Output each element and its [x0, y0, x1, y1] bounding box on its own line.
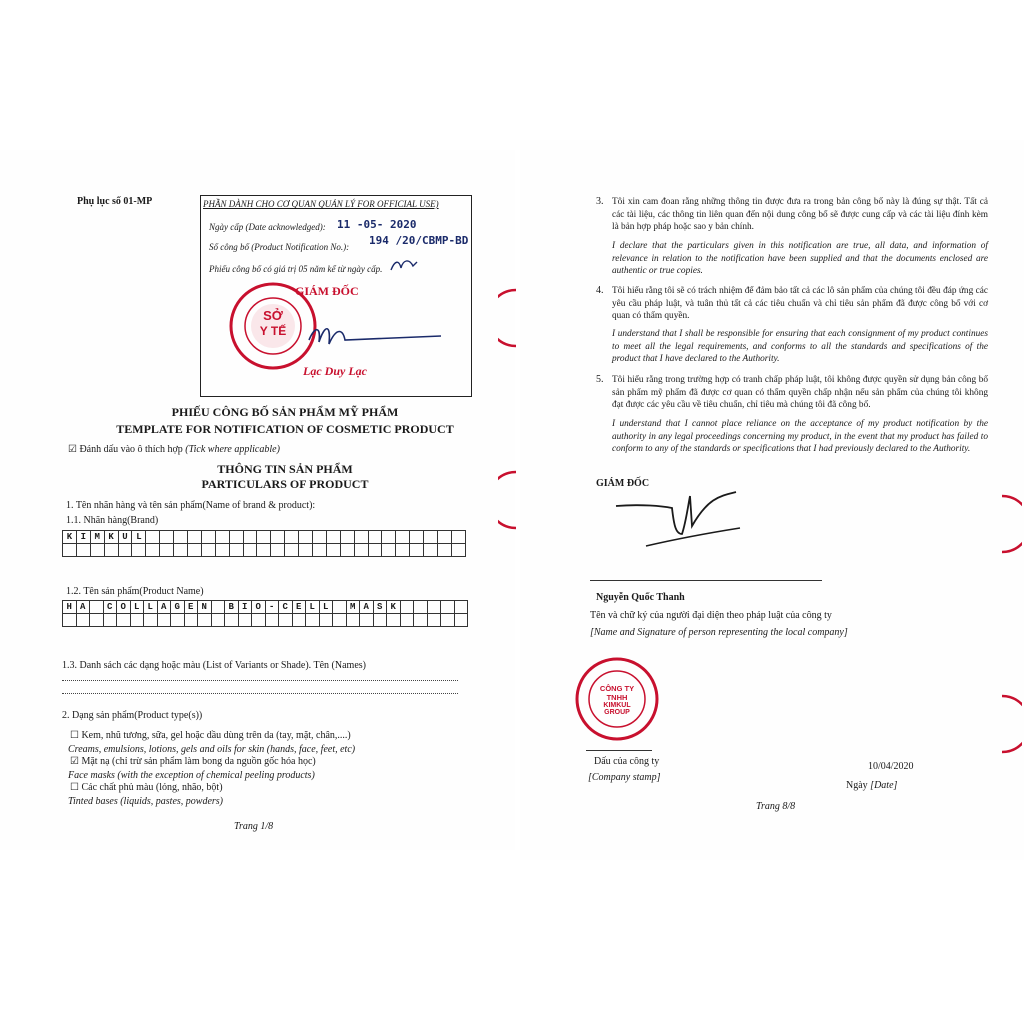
edge-stamp-fragment [1000, 494, 1022, 554]
grid-cell: I [77, 531, 91, 544]
grid-cell [293, 614, 307, 627]
grid-cell [225, 614, 239, 627]
grid-cell [239, 614, 253, 627]
grid-cell: L [306, 601, 320, 614]
grid-cell: O [117, 601, 131, 614]
grid-cell [90, 614, 104, 627]
grid-cell [63, 614, 77, 627]
grid-cell [174, 531, 188, 544]
item-4-en: I understand that I shall be responsible for ensuring that each consignment of my product continues to meet all the legal requirements, and conforms to all the standards and specifications of the product that I have declared to the Authority. [612, 329, 988, 364]
grid-cell [202, 531, 216, 544]
stamp-text-1: SỞ [263, 308, 283, 323]
grid-cell [230, 531, 244, 544]
grid-cell [77, 544, 91, 557]
notification-no-value: 194 /20/CBMP-BD [369, 234, 469, 247]
grid-cell: I [239, 601, 253, 614]
tick-note-en: (Tick where applicable) [185, 444, 280, 455]
grid-cell [198, 614, 212, 627]
grid-cell [360, 614, 374, 627]
edge-stamp-fragment [1000, 694, 1022, 754]
grid-cell [146, 531, 160, 544]
appendix-label: Phụ lục số 01-MP [77, 196, 153, 207]
grid-cell [327, 531, 341, 544]
grid-cell [216, 531, 230, 544]
grid-cell [244, 531, 258, 544]
grid-cell: M [91, 531, 105, 544]
grid-cell [414, 601, 428, 614]
grid-cell [396, 544, 410, 557]
grid-cell [119, 544, 133, 557]
grid-cell [374, 614, 388, 627]
grid-cell [117, 614, 131, 627]
grid-cell [244, 544, 258, 557]
date-ack-label: Ngày cấp (Date acknowledged): [209, 222, 326, 232]
date-label-en: [Date] [870, 780, 898, 791]
right-page-number: Trang 8/8 [756, 801, 796, 812]
grid-cell [257, 531, 271, 544]
grid-cell: C [104, 601, 118, 614]
notification-no-label: Số công bố (Product Notification No.): [209, 242, 350, 252]
grid-cell [387, 614, 401, 627]
director-name: Lạc Duy Lạc [303, 364, 367, 378]
grid-cell [188, 531, 202, 544]
grid-cell [91, 544, 105, 557]
grid-cell: L [131, 601, 145, 614]
grid-cell [216, 544, 230, 557]
validity-note: Phiếu công bố có giá trị 05 năm kể từ ngày cấp. [209, 264, 383, 274]
grid-cell: E [185, 601, 199, 614]
product-grid [62, 600, 468, 627]
grid-cell [90, 601, 104, 614]
grid-cell: E [293, 601, 307, 614]
grid-cell: A [158, 601, 172, 614]
grid-cell [266, 614, 280, 627]
left-page-number: Trang 1/8 [234, 821, 274, 832]
signer-signature [612, 486, 744, 552]
grid-cell [355, 544, 369, 557]
official-header: PHẦN DÀNH CHO CƠ QUAN QUẢN LÝ FOR OFFICIAL USE) [203, 199, 439, 209]
section-2: 2. Dạng sản phẩm(Product type(s)) [62, 710, 203, 721]
option-masks-vn[interactable]: ☑ Mặt nạ (chỉ trừ sản phẩm làm bong da nguồn gốc hóa học) [70, 756, 316, 767]
item-5-number: 5. [596, 374, 604, 385]
grid-cell [313, 544, 327, 557]
title-en: TEMPLATE FOR NOTIFICATION OF COSMETIC PRODUCT [116, 422, 454, 436]
grid-cell [414, 614, 428, 627]
grid-cell: K [63, 531, 77, 544]
grid-cell: G [171, 601, 185, 614]
company-stamp-label-en: [Company stamp] [588, 772, 661, 783]
grid-cell: N [198, 601, 212, 614]
grid-cell [132, 544, 146, 557]
signing-date-value: 10/04/2020 [868, 761, 914, 772]
grid-cell: O [252, 601, 266, 614]
grid-cell [347, 614, 361, 627]
grid-cell [410, 544, 424, 557]
option-creams-vn[interactable]: ☐ Kem, nhũ tương, sữa, gel hoặc dầu dùng trên da (tay, mặt, chân,....) [70, 730, 351, 741]
grid-cell [257, 544, 271, 557]
company-stamp-text-2: TNHH [606, 693, 628, 702]
grid-cell [424, 531, 438, 544]
section-1-3: 1.3. Danh sách các dạng hoặc màu (List of Variants or Shade). Tên (Names) [62, 660, 366, 671]
signer-name: Nguyễn Quốc Thanh [596, 592, 685, 603]
option-tinted-vn[interactable]: ☐ Các chất phủ màu (lỏng, nhão, bột) [70, 782, 223, 793]
grid-cell [77, 614, 91, 627]
grid-cell: H [63, 601, 77, 614]
grid-cell [299, 531, 313, 544]
section-1-1: 1.1. Nhãn hàng(Brand) [66, 515, 159, 526]
option-creams-en: Creams, emulsions, lotions, gels and oils for skin (hands, face, feet, etc) [68, 744, 356, 755]
grid-cell [455, 614, 469, 627]
grid-cell [104, 614, 118, 627]
grid-cell [271, 531, 285, 544]
grid-cell: K [387, 601, 401, 614]
grid-cell [401, 614, 415, 627]
edge-stamp-fragment [498, 288, 518, 348]
section-1-2: 1.2. Tên sản phẩm(Product Name) [66, 586, 204, 597]
grid-cell [188, 544, 202, 557]
grid-cell [441, 614, 455, 627]
info-title-en: PARTICULARS OF PRODUCT [201, 477, 369, 491]
title-vn: PHIẾU CÔNG BỐ SẢN PHẨM MỸ PHẨM [171, 405, 399, 419]
grid-cell [160, 544, 174, 557]
grid-cell [401, 601, 415, 614]
grid-cell [202, 544, 216, 557]
grid-cell [271, 544, 285, 557]
grid-cell [160, 531, 174, 544]
grid-cell [306, 614, 320, 627]
grid-cell: A [77, 601, 91, 614]
director-title: GIÁM ĐỐC [295, 284, 359, 298]
grid-cell: L [132, 531, 146, 544]
option-tinted-en: Tinted bases (liquids, pastes, powders) [68, 796, 224, 807]
official-use-box [200, 195, 472, 397]
info-title-vn: THÔNG TIN SẢN PHẨM [217, 462, 353, 476]
grid-cell [174, 544, 188, 557]
grid-cell [428, 614, 442, 627]
grid-cell [212, 601, 226, 614]
grid-cell [410, 531, 424, 544]
grid-cell: L [320, 601, 334, 614]
grid-cell: C [279, 601, 293, 614]
dotted-line-1 [62, 680, 458, 681]
grid-cell: M [347, 601, 361, 614]
grid-cell [185, 614, 199, 627]
grid-cell: - [266, 601, 280, 614]
item-5-vn: Tôi hiểu rằng trong trường hợp có tranh chấp pháp luật, tôi không được quyền sử dụng bản công bố sản phẩm mỹ phẩm đã được cơ quan có thẩm quyền chấp nhận nếu sản phẩm của chúng tôi không đạt được các yêu cầu về tiêu chuẩn, chỉ tiêu mà chúng tôi đã công bố. [612, 375, 988, 410]
grid-cell [438, 531, 452, 544]
grid-cell [333, 601, 347, 614]
grid-cell [146, 544, 160, 557]
brand-grid [62, 530, 466, 557]
grid-cell: A [360, 601, 374, 614]
item-3-en: I declare that the particulars given in this notification are true, all data, and information of relevance in relation to the notification have been supplied and that the documents enclosed are authentic or true copies. [612, 241, 988, 276]
grid-cell [424, 544, 438, 557]
company-stamp-label-vn: Dấu của công ty [594, 756, 660, 767]
grid-cell [455, 601, 469, 614]
grid-cell [396, 531, 410, 544]
grid-cell [441, 601, 455, 614]
grid-cell [63, 544, 77, 557]
grid-cell: U [119, 531, 133, 544]
grid-cell [382, 531, 396, 544]
right-director-title: GIÁM ĐỐC [596, 478, 650, 489]
grid-cell [252, 614, 266, 627]
grid-cell [341, 544, 355, 557]
grid-cell [327, 544, 341, 557]
date-label-vn: Ngày [846, 780, 868, 791]
item-5-en: I understand that I cannot place reliance on the acceptance of my product notification by the authority in any legal proceedings concerning my product, in the event that my product has failed to conform to any of the standards or specifications that I had previously declared to the Authority. [612, 419, 988, 454]
director-signature [305, 320, 445, 352]
grid-cell [333, 614, 347, 627]
signature-line [590, 580, 822, 581]
grid-cell [438, 544, 452, 557]
grid-cell [285, 544, 299, 557]
grid-cell: B [225, 601, 239, 614]
grid-cell [212, 614, 226, 627]
grid-cell [299, 544, 313, 557]
grid-cell [341, 531, 355, 544]
stamp-line [586, 750, 652, 751]
initial-signature [389, 256, 419, 274]
grid-cell [158, 614, 172, 627]
edge-stamp-fragment [498, 470, 518, 530]
grid-cell [285, 531, 299, 544]
grid-cell [144, 614, 158, 627]
tick-note [68, 444, 280, 455]
grid-cell [452, 544, 466, 557]
signer-role-en: [Name and Signature of person representing the local company] [590, 627, 848, 638]
stamp-text-2: Y TẾ [259, 324, 287, 338]
grid-cell: S [374, 601, 388, 614]
grid-cell [320, 614, 334, 627]
grid-cell [131, 614, 145, 627]
item-4-vn: Tôi hiểu rằng tôi sẽ có trách nhiệm để đảm bảo tất cả các lô sản phẩm của chúng tôi đều đáp ứng các yêu cầu pháp luật, và tuân thủ tất cả các tiêu chuẩn và chỉ tiêu sản phẩm đã được công bố với cơ quan có thẩm quyền. [612, 286, 988, 321]
grid-cell [369, 531, 383, 544]
grid-cell [279, 614, 293, 627]
option-masks-en: Face masks (with the exception of chemical peeling products) [68, 770, 315, 781]
grid-cell [171, 614, 185, 627]
company-stamp-text-3: KIMKUL GROUP [603, 702, 631, 716]
company-stamp-text-1: CÔNG TY [599, 684, 635, 693]
grid-cell [105, 544, 119, 557]
signer-role-vn: Tên và chữ ký của người đại diện theo pháp luật của công ty [590, 610, 832, 621]
signing-date-label [846, 780, 897, 791]
date-ack-value: 11 -05- 2020 [337, 218, 417, 231]
grid-cell [230, 544, 244, 557]
item-4-number: 4. [596, 285, 604, 296]
grid-cell [355, 531, 369, 544]
tick-note-vn: ☑ Đánh dấu vào ô thích hợp [68, 444, 183, 455]
grid-cell: K [105, 531, 119, 544]
grid-cell: L [144, 601, 158, 614]
grid-cell [428, 601, 442, 614]
grid-cell [369, 544, 383, 557]
item-3-number: 3. [596, 196, 604, 207]
dotted-line-2 [62, 693, 458, 694]
item-3-vn: Tôi xin cam đoan rằng những thông tin được đưa ra trong bản công bố này là đúng sự thật. Tất cả các tài liệu, các thông tin liên quan đến nội dung công bố sẽ được cung cấp và các tài liệu đính kèm là bản hợp pháp hoặc sao y bản chính. [612, 197, 988, 232]
grid-cell [452, 531, 466, 544]
section-1: 1. Tên nhãn hàng và tên sản phẩm(Name of brand & product): [66, 500, 316, 511]
grid-cell [382, 544, 396, 557]
grid-cell [313, 531, 327, 544]
